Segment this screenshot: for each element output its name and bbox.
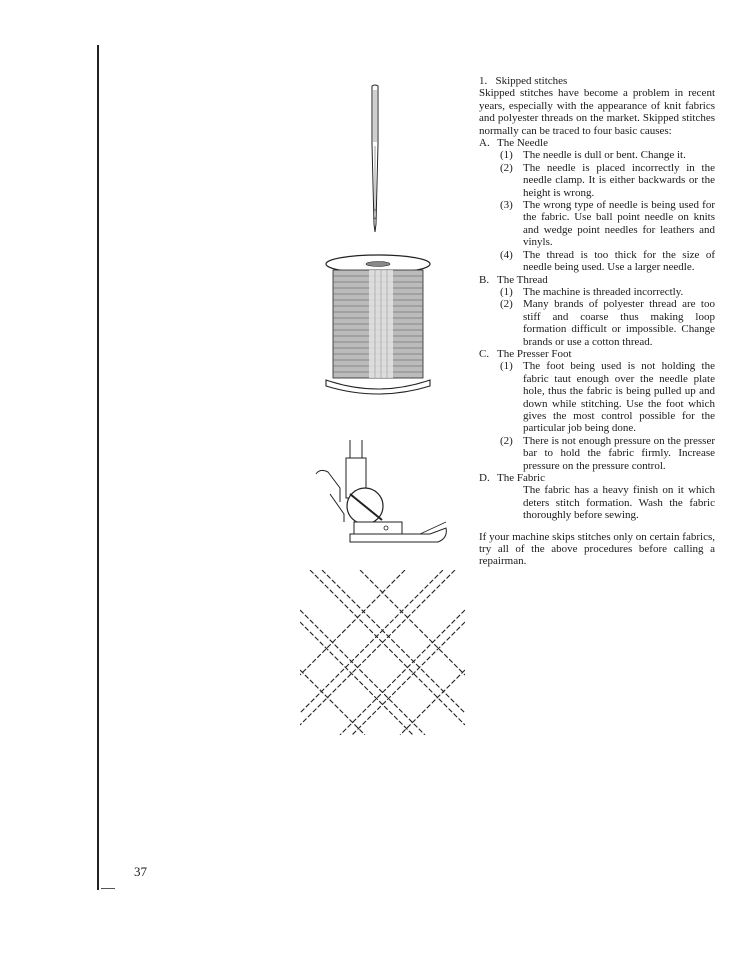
binding-margin-line [97, 45, 99, 890]
section-letter: B. [479, 273, 490, 286]
section-a-label [479, 137, 715, 149]
list-item [479, 298, 715, 348]
item-text: The foot being used is not holding the fabric taut enough over the needle plate hole, thus the fabric is being pulled up and down while stitching. Use the foot which gives the most control possible for the particular job being done. [523, 360, 715, 435]
presser-foot-illustration [310, 438, 450, 550]
thread-spool-illustration [323, 252, 433, 397]
item-number: (4) [500, 248, 513, 261]
list-item [479, 149, 715, 161]
item-number: (3) [500, 199, 513, 212]
section-heading [479, 75, 715, 87]
item-text: The wrong type of needle is being used for the fabric. Use ball point needle on knits and wedge point needles for leathers and vinyls. [523, 199, 715, 249]
item-text: The needle is placed incorrectly in the needle clamp. It is either backwards or the height is wrong. [523, 161, 715, 199]
item-text: The thread is too thick for the size of needle being used. Use a larger needle. [523, 248, 715, 274]
section-letter: D. [479, 472, 490, 484]
closing-paragraph: If your machine skips stitches only on certain fabrics, try all of the above procedures before calling a repairman. [479, 530, 715, 568]
item-number: (2) [500, 434, 513, 447]
item-text: Many brands of polyester thread are too stiff and coarse thus making loop formation difficult or impossible. Change brands or use a cotton thread. [523, 298, 715, 348]
article-body [479, 75, 715, 568]
item-text: The machine is threaded incorrectly. [523, 285, 684, 298]
item-text: The needle is dull or bent. Change it. [523, 149, 686, 162]
page-number: 37 [134, 864, 147, 879]
binding-mark [101, 888, 115, 889]
heading-marker: 1. [479, 75, 488, 87]
section-title: The Fabric [497, 472, 545, 484]
item-number: (2) [500, 161, 513, 174]
item-text: There is not enough pressure on the presser bar to hold the fabric firmly. Increase pressure on the pressure control. [523, 434, 715, 472]
needle-illustration [360, 84, 390, 234]
section-letter: C. [479, 347, 490, 360]
list-item [479, 249, 715, 274]
list-item [479, 360, 715, 434]
item-number: (1) [500, 149, 513, 162]
intro-paragraph: Skipped stitches have become a problem in recent years, especially with the appearance of knit fabrics and polyester threads on the market. Skipped stitches normally can be traced to four basic causes: [479, 87, 715, 137]
section-title: The Presser Foot [497, 347, 572, 360]
section-letter: A. [479, 137, 490, 150]
section-title: The Thread [497, 273, 548, 286]
section-b-label [479, 274, 715, 286]
section-d-body: The fabric has a heavy finish on it which deters stitch formation. Wash the fabric thoroughly before sewing. [523, 484, 715, 522]
item-number: (1) [500, 360, 513, 373]
fabric-stitch-pattern-illustration [300, 570, 465, 735]
section-title: The Needle [497, 137, 548, 150]
section-d-label [479, 472, 715, 484]
item-number: (2) [500, 298, 513, 311]
list-item [479, 435, 715, 472]
list-item [479, 286, 715, 298]
heading-title: Skipped stitches [495, 75, 568, 87]
list-item [479, 162, 715, 199]
item-number: (1) [500, 285, 513, 298]
section-c-label [479, 348, 715, 360]
list-item [479, 199, 715, 249]
